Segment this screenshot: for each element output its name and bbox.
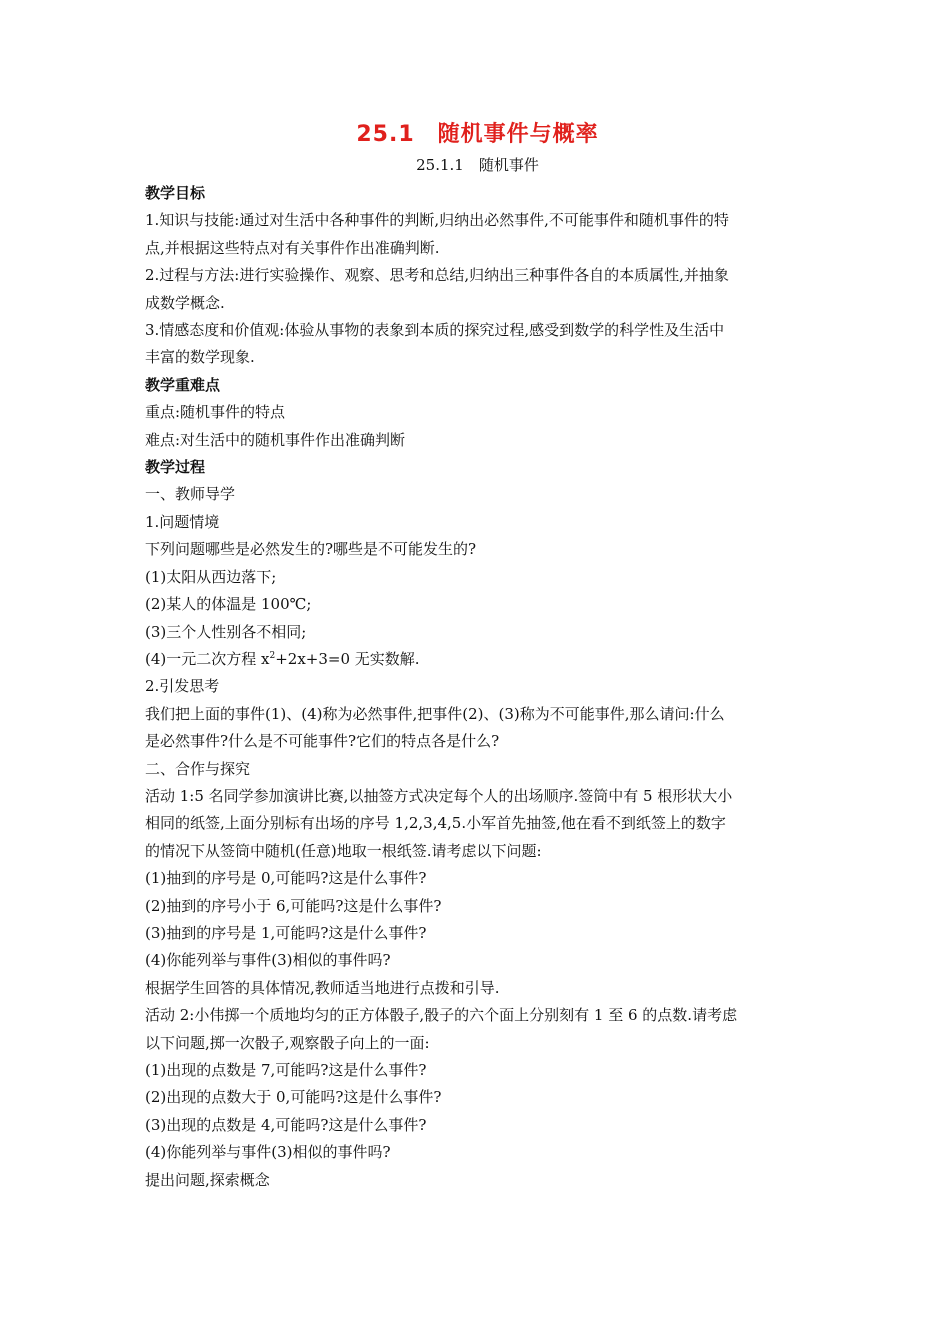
- paragraph-line: 一、教师导学: [145, 485, 236, 504]
- paragraph-line: (3)出现的点数是 4,可能吗?这是什么事件?: [145, 1115, 427, 1134]
- document-title: 25.1 随机事件与概率: [356, 122, 599, 147]
- paragraph-line: 下列问题哪些是必然发生的?哪些是不可能发生的?: [145, 540, 477, 559]
- equation-prefix: (4)一元二次方程 x: [145, 649, 270, 668]
- paragraph-line: 丰富的数学现象.: [145, 348, 255, 367]
- paragraph-line: 活动 2:小伟掷一个质地均匀的正方体骰子,骰子的六个面上分别刻有 1 至 6 的点数.请考虑: [145, 1006, 738, 1025]
- paragraph-line: 难点:对生活中的随机事件作出准确判断: [145, 430, 406, 449]
- paragraph-line: 我们把上面的事件(1)、(4)称为必然事件,把事件(2)、(3)称为不可能事件,那么请问:什么: [145, 704, 725, 723]
- paragraph-line: 3.情感态度和价值观:体验从事物的表象到本质的探究过程,感受到数学的科学性及生活中: [145, 321, 725, 340]
- paragraph-line: (1)出现的点数是 7,可能吗?这是什么事件?: [145, 1061, 427, 1079]
- paragraph-line: 1.问题情境: [145, 512, 220, 531]
- paragraph-line: (3)抽到的序号是 1,可能吗?这是什么事件?: [145, 923, 427, 942]
- section-heading-objectives: 教学目标: [145, 184, 206, 202]
- paragraph-line: 2.过程与方法:进行实验操作、观察、思考和总结,归纳出三种事件各自的本质属性,并抽象: [145, 266, 729, 285]
- paragraph-line: 根据学生回答的具体情况,教师适当地进行点拨和引导.: [145, 978, 500, 997]
- paragraph-line: 2.引发思考: [145, 677, 220, 696]
- paragraph-line: (4)你能列举与事件(3)相似的事件吗?: [145, 1143, 391, 1162]
- paragraph-line: (4)你能列举与事件(3)相似的事件吗?: [145, 951, 391, 970]
- paragraph-line: 成数学概念.: [145, 293, 225, 312]
- paragraph-line: 二、合作与探究: [145, 759, 251, 778]
- paragraph-line: (1)抽到的序号是 0,可能吗?这是什么事件?: [145, 869, 427, 888]
- paragraph-line: 是必然事件?什么是不可能事件?它们的特点各是什么?: [145, 732, 500, 751]
- paragraph-line: 相同的纸签,上面分别标有出场的序号 1,2,3,4,5.小军首先抽签,他在看不到纸签上的数字: [145, 814, 726, 833]
- paragraph-line: 的情况下从签筒中随机(任意)地取一根纸签.请考虑以下问题:: [145, 841, 542, 860]
- paragraph-line: 活动 1:5 名同学参加演讲比赛,以抽签方式决定每个人的出场顺序.签筒中有 5 根形状大小: [145, 786, 733, 805]
- section-heading-key-points: 教学重难点: [145, 375, 221, 394]
- equation-exponent: 2: [269, 650, 276, 661]
- paragraph-line: 点,并根据这些特点对有关事件作出准确判断.: [145, 238, 440, 257]
- section-heading-process: 教学过程: [145, 458, 206, 477]
- paragraph-line: (3)三个人性别各不相同;: [145, 622, 307, 641]
- paragraph-line: 以下问题,掷一次骰子,观察骰子向上的一面:: [145, 1033, 430, 1052]
- paragraph-line: 提出问题,探索概念: [145, 1170, 270, 1189]
- paragraph-line: (2)抽到的序号小于 6,可能吗?这是什么事件?: [145, 896, 442, 915]
- paragraph-line: (2)某人的体温是 100℃;: [145, 595, 312, 614]
- document-page: [145, 118, 810, 1194]
- paragraph-line: (2)出现的点数大于 0,可能吗?这是什么事件?: [145, 1088, 442, 1107]
- paragraph-line: (1)太阳从西边落下;: [145, 567, 277, 586]
- equation-line: [145, 646, 810, 673]
- equation-suffix: +2x+3=0 无实数解.: [275, 649, 420, 668]
- paragraph-line: 重点:随机事件的特点: [145, 403, 286, 422]
- paragraph-line: 1.知识与技能:通过对生活中各种事件的判断,归纳出必然事件,不可能事件和随机事件的特: [145, 211, 729, 230]
- document-subtitle: 25.1.1 随机事件: [416, 156, 539, 174]
